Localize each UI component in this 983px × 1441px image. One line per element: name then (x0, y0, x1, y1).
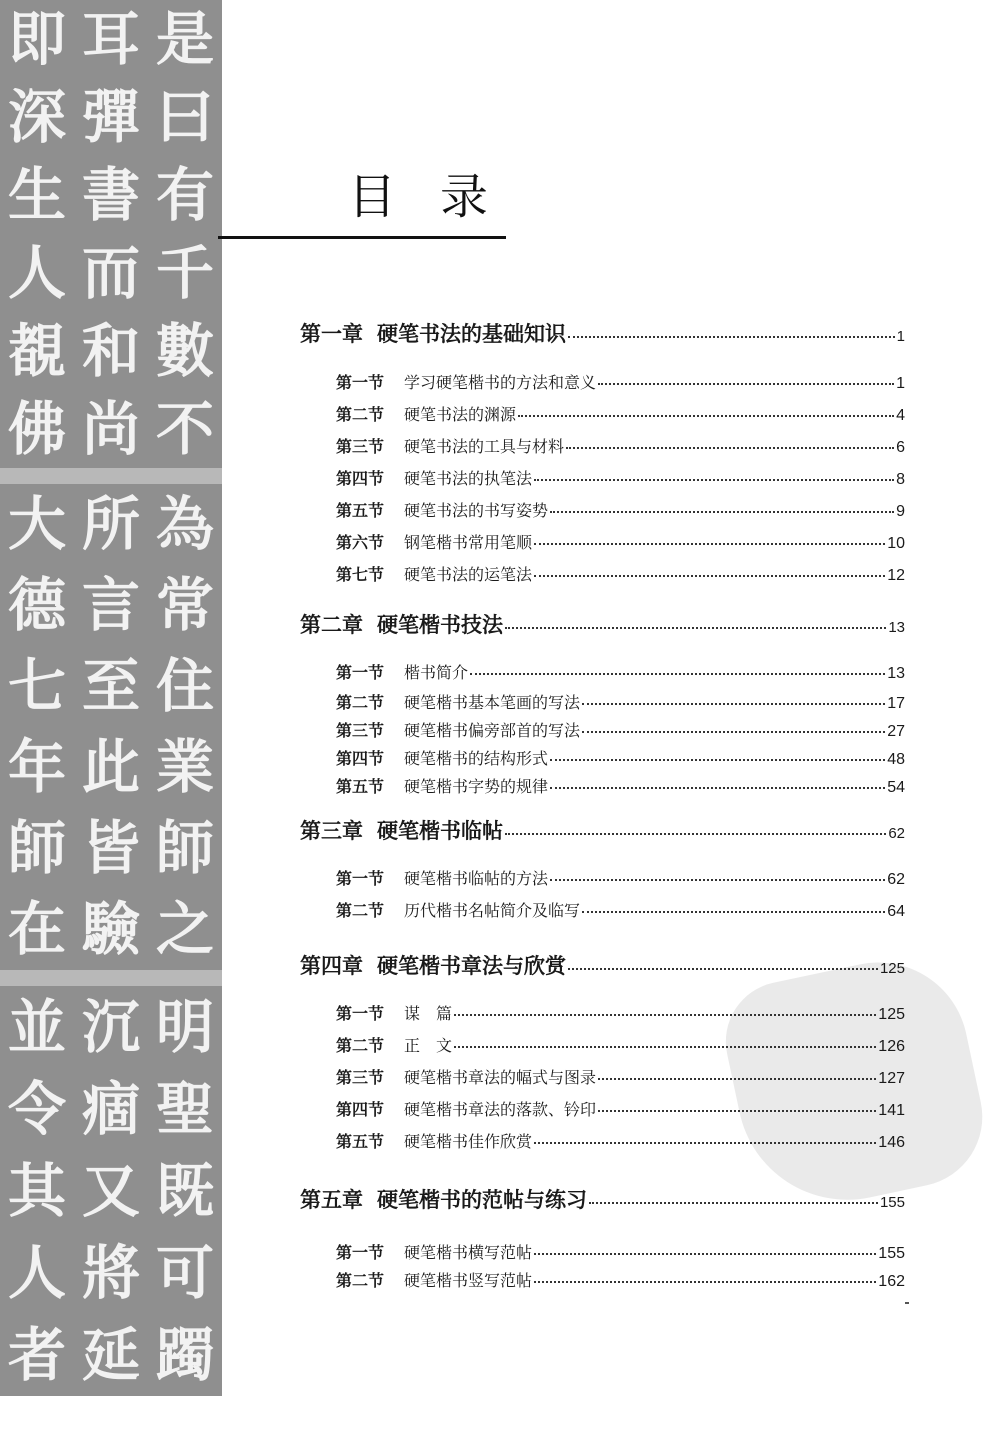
toc-section-row[interactable] (336, 774, 905, 797)
leader-dots (566, 446, 894, 449)
calligraphy-char: 數 (155, 317, 214, 385)
toc-chapter-row[interactable] (300, 950, 905, 980)
section-number: 第三节 (336, 437, 385, 456)
calligraphy-char: 彈 (81, 83, 140, 151)
leader-dots (568, 335, 895, 338)
section-page: 64 (887, 903, 905, 920)
calligraphy-char: 為 (155, 490, 214, 558)
leader-dots (534, 1280, 876, 1283)
chapter-number: 第四章 (300, 953, 363, 978)
toc-section-row[interactable] (336, 530, 905, 553)
page-mark (905, 1302, 909, 1304)
chapter-number: 第五章 (300, 1187, 363, 1212)
section-number: 第五节 (336, 501, 385, 520)
section-number: 第一节 (336, 1243, 385, 1262)
section-page: 62 (887, 871, 905, 888)
chapter-page: 13 (888, 619, 905, 636)
section-title: 楷书简介 (404, 663, 469, 682)
leader-dots (550, 786, 885, 789)
leader-dots (534, 542, 885, 545)
toc-section-row[interactable] (336, 718, 905, 741)
section-number: 第四节 (336, 749, 385, 768)
chapter-title: 硬笔楷书的范帖与练习 (377, 1187, 587, 1212)
calligraphy-char: 所 (81, 490, 140, 558)
leader-dots (534, 1252, 876, 1255)
section-number: 第六节 (336, 533, 385, 552)
calligraphy-char: 有 (155, 161, 214, 229)
leader-dots (454, 1013, 876, 1016)
section-number: 第二节 (336, 405, 385, 424)
calligraphy-char: 師 (7, 814, 66, 882)
calligraphy-char: 大 (7, 490, 66, 558)
calligraphy-char: 延 (81, 1321, 140, 1389)
section-page: 8 (896, 471, 905, 488)
toc-section-row[interactable] (336, 1129, 905, 1152)
calligraphy-char: 並 (7, 993, 66, 1061)
calligraphy-char: 將 (81, 1239, 140, 1307)
calligraphy-char: 德 (7, 571, 66, 639)
section-title: 钢笔楷书常用笔顺 (404, 533, 533, 552)
calligraphy-char: 令 (7, 1075, 66, 1143)
leader-dots (534, 574, 885, 577)
calligraphy-char: 明 (155, 993, 214, 1061)
calligraphy-char: 躅 (155, 1321, 214, 1389)
section-number: 第三节 (336, 721, 385, 740)
calligraphy-char: 又 (81, 1157, 140, 1225)
calligraphy-char: 年 (7, 733, 66, 801)
calligraphy-char: 曰 (155, 83, 214, 151)
toc-chapter-row[interactable] (300, 609, 905, 639)
toc-section-row[interactable] (336, 434, 905, 457)
section-title: 硬笔书法的书写姿势 (404, 501, 549, 520)
calligraphy-char: 住 (155, 652, 214, 720)
section-title: 硬笔楷书章法的落款、钤印 (404, 1100, 597, 1119)
leader-dots (534, 478, 894, 481)
page-title: 目录 (348, 169, 533, 225)
section-title: 学习硬笔楷书的方法和意义 (404, 373, 597, 392)
toc-section-row[interactable] (336, 746, 905, 769)
section-number: 第二节 (336, 1271, 385, 1290)
leader-dots (550, 878, 885, 881)
section-page: 146 (878, 1134, 905, 1151)
calligraphy-char: 聖 (155, 1075, 214, 1143)
section-page: 9 (896, 503, 905, 520)
chapter-title: 硬笔楷书技法 (377, 612, 503, 637)
calligraphy-char: 沉 (81, 993, 140, 1061)
section-title: 硬笔书法的渊源 (404, 405, 517, 424)
section-page: 127 (878, 1070, 905, 1087)
calligraphy-char: 尚 (81, 395, 140, 463)
toc-section-row[interactable] (336, 1268, 905, 1291)
leader-dots (598, 382, 894, 385)
calligraphy-char: 此 (81, 733, 140, 801)
leader-dots (550, 510, 894, 513)
section-title: 谋 篇 (404, 1004, 453, 1023)
calligraphy-char: 即 (7, 5, 66, 73)
watermark-text: PDG (903, 1182, 937, 1214)
chapter-page: 1 (896, 328, 905, 345)
section-title: 硬笔楷书竖写范帖 (404, 1271, 533, 1290)
toc-section-row[interactable] (336, 1001, 905, 1024)
section-page: 54 (887, 779, 905, 796)
calligraphy-char: 皆 (81, 814, 140, 882)
section-title: 硬笔楷书的结构形式 (404, 749, 549, 768)
calligraphy-char: 痼 (81, 1075, 140, 1143)
section-number: 第四节 (336, 1100, 385, 1119)
section-page: 4 (896, 407, 905, 424)
section-number: 第三节 (336, 1068, 385, 1087)
toc-section-row[interactable] (336, 866, 905, 889)
leader-dots (518, 414, 894, 417)
section-page: 126 (878, 1038, 905, 1055)
section-number: 第七节 (336, 565, 385, 584)
section-number: 第二节 (336, 901, 385, 920)
toc-section-row[interactable] (336, 690, 905, 713)
section-title: 硬笔楷书佳作欣赏 (404, 1132, 533, 1151)
calligraphy-char: 人 (7, 1239, 66, 1307)
toc-chapter-row[interactable] (300, 1184, 905, 1214)
leader-dots (582, 702, 885, 705)
toc-chapter-row[interactable] (300, 815, 905, 845)
leader-dots (534, 1141, 876, 1144)
calligraphy-char: 者 (7, 1321, 66, 1389)
section-title: 硬笔楷书字势的规律 (404, 777, 549, 796)
section-title: 硬笔书法的运笔法 (404, 565, 533, 584)
calligraphy-char: 七 (7, 652, 66, 720)
section-page: 12 (887, 567, 905, 584)
section-number: 第一节 (336, 663, 385, 682)
leader-dots (598, 1109, 876, 1112)
section-number: 第一节 (336, 869, 385, 888)
calligraphy-char: 人 (7, 239, 66, 307)
section-page: 162 (878, 1273, 905, 1290)
chapter-number: 第一章 (300, 321, 363, 346)
leader-dots (470, 672, 885, 675)
leader-dots (589, 1201, 878, 1204)
section-number: 第四节 (336, 469, 385, 488)
section-number: 第一节 (336, 373, 385, 392)
calligraphy-char: 生 (7, 161, 66, 229)
toc-section-row[interactable] (336, 466, 905, 489)
leader-dots (454, 1045, 876, 1048)
chapter-page: 125 (879, 960, 905, 977)
calligraphy-char: 和 (81, 317, 140, 385)
toc-section-row[interactable] (336, 498, 905, 521)
section-page: 6 (896, 439, 905, 456)
section-title: 硬笔楷书偏旁部首的写法 (404, 721, 581, 740)
toc-section-row[interactable] (336, 1097, 905, 1120)
section-title: 正 文 (404, 1036, 453, 1055)
section-number: 第一节 (336, 1004, 385, 1023)
calligraphy-char: 書 (81, 161, 140, 229)
section-title: 硬笔书法的工具与材料 (404, 437, 565, 456)
chapter-title: 硬笔楷书临帖 (377, 818, 503, 843)
section-number: 第五节 (336, 1132, 385, 1151)
chapter-number: 第二章 (300, 612, 363, 637)
section-number: 第二节 (336, 1036, 385, 1055)
leader-dots (568, 967, 878, 970)
toc-section-row[interactable] (336, 370, 905, 393)
section-page: 1 (896, 375, 905, 392)
section-number: 第五节 (336, 777, 385, 796)
calligraphy-char: 業 (155, 733, 214, 801)
section-title: 硬笔书法的执笔法 (404, 469, 533, 488)
calligraphy-char: 其 (7, 1157, 66, 1225)
calligraphy-char: 之 (155, 895, 214, 963)
calligraphy-char: 深 (7, 83, 66, 151)
section-page: 27 (887, 723, 905, 740)
section-page: 141 (878, 1102, 905, 1119)
toc-section-row[interactable] (336, 1033, 905, 1056)
chapter-title: 硬笔书法的基础知识 (377, 321, 566, 346)
calligraphy-char: 至 (81, 652, 140, 720)
leader-dots (582, 910, 885, 913)
leader-dots (550, 758, 885, 761)
leader-dots (582, 730, 885, 733)
chapter-page: 155 (879, 1194, 905, 1211)
section-page: 13 (887, 665, 905, 682)
section-title: 硬笔楷书临帖的方法 (404, 869, 549, 888)
section-page: 155 (878, 1245, 905, 1262)
calligraphy-char: 是 (155, 5, 214, 73)
section-page: 48 (887, 751, 905, 768)
calligraphy-char: 可 (155, 1239, 214, 1307)
calligraphy-char: 佛 (7, 395, 66, 463)
section-title: 硬笔楷书章法的幅式与图录 (404, 1068, 597, 1087)
toc-section-row[interactable] (336, 1240, 905, 1263)
leader-dots (505, 626, 886, 629)
leader-dots (598, 1077, 876, 1080)
chapter-title: 硬笔楷书章法与欣赏 (377, 953, 566, 978)
calligraphy-char: 既 (155, 1157, 214, 1225)
section-page: 17 (887, 695, 905, 712)
section-page: 10 (887, 535, 905, 552)
section-title: 硬笔楷书基本笔画的写法 (404, 693, 581, 712)
calligraphy-char: 師 (155, 814, 214, 882)
toc-section-row[interactable] (336, 898, 905, 921)
calligraphy-char: 驗 (81, 895, 140, 963)
calligraphy-char: 耳 (81, 5, 140, 73)
calligraphy-char: 覩 (7, 317, 66, 385)
chapter-page: 62 (888, 825, 905, 842)
calligraphy-char: 言 (81, 571, 140, 639)
section-title: 历代楷书名帖简介及临写 (404, 901, 581, 920)
toc-section-row[interactable] (336, 402, 905, 425)
leader-dots (505, 832, 886, 835)
toc-chapter-row[interactable] (300, 318, 905, 348)
toc-section-row[interactable] (336, 660, 905, 683)
toc-section-row[interactable] (336, 562, 905, 585)
calligraphy-char: 而 (81, 239, 140, 307)
chapter-number: 第三章 (300, 818, 363, 843)
calligraphy-char: 在 (7, 895, 66, 963)
calligraphy-char: 千 (155, 239, 214, 307)
calligraphy-char: 不 (155, 395, 214, 463)
section-page: 125 (878, 1006, 905, 1023)
calligraphy-char: 常 (155, 571, 214, 639)
section-number: 第二节 (336, 693, 385, 712)
section-title: 硬笔楷书横写范帖 (404, 1243, 533, 1262)
toc-section-row[interactable] (336, 1065, 905, 1088)
